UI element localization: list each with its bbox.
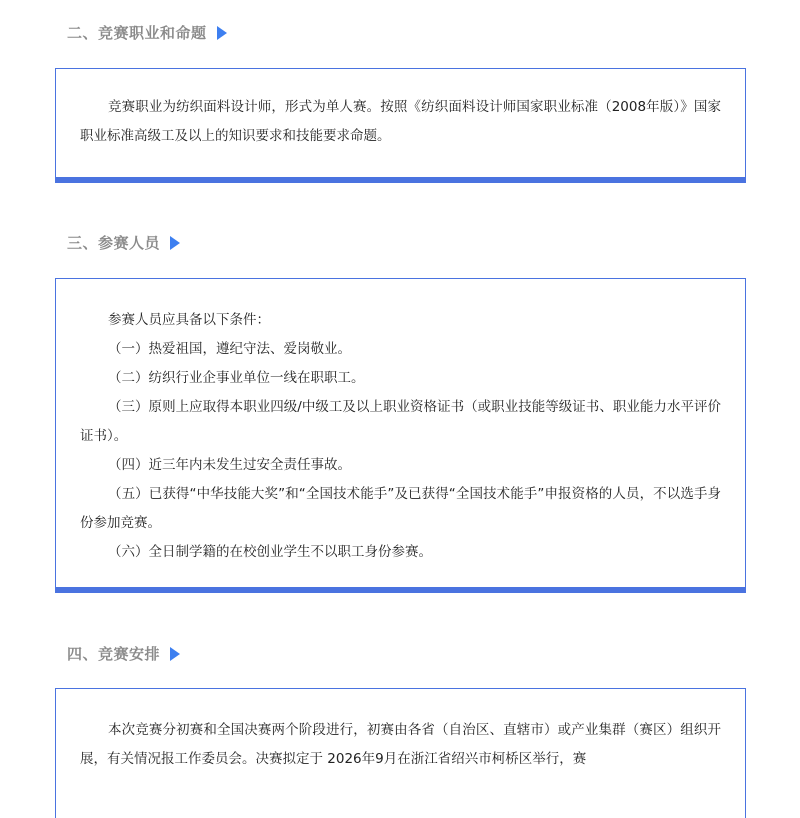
triangle-right-icon	[217, 26, 227, 40]
paragraph: 本次竞赛分初赛和全国决赛两个阶段进行，初赛由各省（自治区、直辖市）或产业集群（赛区）组织开展，有关情况报工作委员会。决赛拟定于 2026年9月在浙江省绍兴市柯桥区举行，赛	[80, 722, 721, 767]
section-heading-text: 二、竞赛职业和命题	[67, 24, 207, 42]
section-heading-text: 四、竞赛安排	[67, 645, 161, 663]
triangle-right-icon	[170, 236, 180, 250]
triangle-right-icon	[170, 647, 180, 661]
section-card-competition-schedule	[55, 688, 746, 818]
list-item: （五）已获得“中华技能大奖”和“全国技术能手”及已获得“全国技术能手”申报资格的人员，不以选手身份参加竞赛。	[80, 486, 721, 531]
list-item: （四）近三年内未发生过安全责任事故。	[108, 457, 351, 473]
list-item: （一）热爱祖国，遵纪守法、爱岗敬业。	[108, 341, 351, 357]
section-card-competition-occupation	[55, 68, 746, 183]
section-heading-competition-occupation	[67, 22, 227, 43]
section-card-participants	[55, 278, 746, 593]
section-heading-participants	[67, 232, 180, 253]
section-heading-competition-schedule	[67, 643, 180, 664]
list-item: （六）全日制学籍的在校创业学生不以职工身份参赛。	[108, 544, 432, 560]
list-item: （二）纺织行业企事业单位一线在职职工。	[108, 370, 365, 386]
section-heading-text: 三、参赛人员	[67, 234, 161, 252]
paragraph: 参赛人员应具备以下条件：	[108, 312, 270, 328]
list-item: （三）原则上应取得本职业四级/中级工及以上职业资格证书（或职业技能等级证书、职业能力水平评价证书）。	[80, 399, 721, 444]
paragraph: 竞赛职业为纺织面料设计师，形式为单人赛。按照《纺织面料设计师国家职业标准（2008年版）》国家职业标准高级工及以上的知识要求和技能要求命题。	[80, 99, 721, 144]
